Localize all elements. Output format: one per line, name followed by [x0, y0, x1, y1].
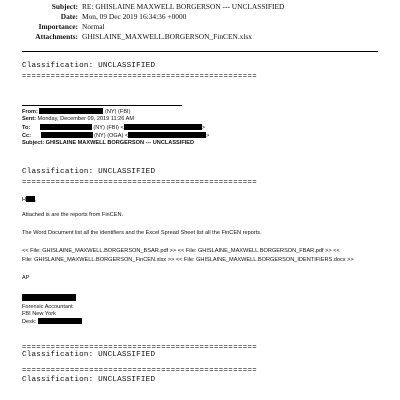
- equals-line-2: =================================================: [22, 179, 258, 187]
- quoted-from-row: [22, 108, 130, 116]
- redaction-block: [40, 124, 92, 130]
- equals-line-4: =================================================: [22, 367, 258, 375]
- quoted-to-mid: (NY) (FBI) <: [93, 125, 124, 131]
- quoted-cc-end: >: [206, 133, 210, 139]
- redaction-block: [124, 124, 202, 130]
- signature-desk: [22, 318, 82, 326]
- header-subject-key: Subject:: [51, 2, 78, 11]
- quoted-from-key: From:: [22, 109, 38, 115]
- signature-title: Forensic Accountant: [22, 304, 73, 310]
- quoted-to-end: >: [201, 125, 205, 131]
- header-subject-value: RE: GHISLAINE MAXWELL BORGERSON --- UNCLASSIFIED: [82, 2, 285, 11]
- quoted-subject-value: GHISLAINE MAXWELL BORGERSON --- UNCLASSIFIED: [45, 140, 195, 146]
- header-date-key: Date:: [60, 12, 78, 21]
- quoted-subject-key: Subject:: [22, 140, 45, 146]
- quoted-cc-row: [22, 132, 209, 140]
- body-attachment-line-2: File: GHISLAINE_MAXWELL.BORGERSON_FinCEN.xlsx >> << File: GHISLAINE_MAXWELL.BORGERSON_IDENTIFIERS.docx >>: [22, 257, 354, 263]
- greeting-start: H: [22, 197, 27, 203]
- quoted-header-divider: [22, 105, 182, 106]
- classification-banner-1: Classification: UNCLASSIFIED: [22, 62, 156, 70]
- quoted-from-suffix: (NY) (FBI): [104, 109, 131, 115]
- quoted-cc-mid: (NY) (OGA) <: [94, 133, 129, 139]
- header-attachments-value: GHISLAINE_MAXWELL.BORGERSON_FinCEN.xlsx: [82, 32, 252, 41]
- signature-desk-key: Desk:: [22, 319, 37, 325]
- redaction-block: [38, 318, 82, 324]
- header-importance-value: Normal: [82, 22, 105, 31]
- classification-banner-4: Classification: UNCLASSIFIED: [22, 376, 156, 384]
- quoted-to-row: [22, 124, 205, 132]
- body-greeting: [22, 196, 37, 204]
- equals-line-3: =================================================: [22, 344, 258, 352]
- body-attachment-line-1: << File: GHISLAINE_MAXWELL.BORGERSON_BSAR.pdf >> << File: GHISLAINE_MAXWELL.BORGERSON_FBAR.pdf >> <<: [22, 248, 340, 254]
- body-line-1: Attached is are the reports from FinCEN.: [22, 212, 124, 218]
- signature-office: FBI New York: [22, 311, 56, 317]
- redaction-block: [22, 294, 76, 301]
- header-date-value: Mon, 09 Dec 2019 16:34:36 +0000: [82, 12, 187, 21]
- redaction-block: [26, 196, 35, 202]
- header-attachments-key: Attachments:: [35, 32, 78, 41]
- quoted-sent-value: Monday, December 09, 2019 11:26 AM: [37, 116, 135, 122]
- quoted-cc-key: Cc:: [22, 133, 32, 139]
- redaction-block: [39, 108, 103, 114]
- body-line-2: The Word Document list all the identifiers and the Excel Spread Sheet list all the FinCEN reports.: [22, 230, 262, 236]
- greeting-end: ,: [35, 197, 37, 203]
- classification-banner-3: Classification: UNCLASSIFIED: [22, 351, 156, 359]
- quoted-sent-row: [22, 116, 134, 123]
- quoted-subject-row: [22, 140, 194, 147]
- redaction-block: [128, 132, 206, 138]
- header-divider: [22, 51, 378, 52]
- quoted-to-key: To:: [22, 125, 31, 131]
- redaction-block: [41, 132, 93, 138]
- classification-banner-2: Classification: UNCLASSIFIED: [22, 168, 156, 176]
- quoted-sent-key: Sent:: [22, 116, 36, 122]
- body-initials: AP: [22, 275, 30, 281]
- header-importance-key: Importance:: [38, 22, 78, 31]
- equals-line-1: =================================================: [22, 73, 258, 81]
